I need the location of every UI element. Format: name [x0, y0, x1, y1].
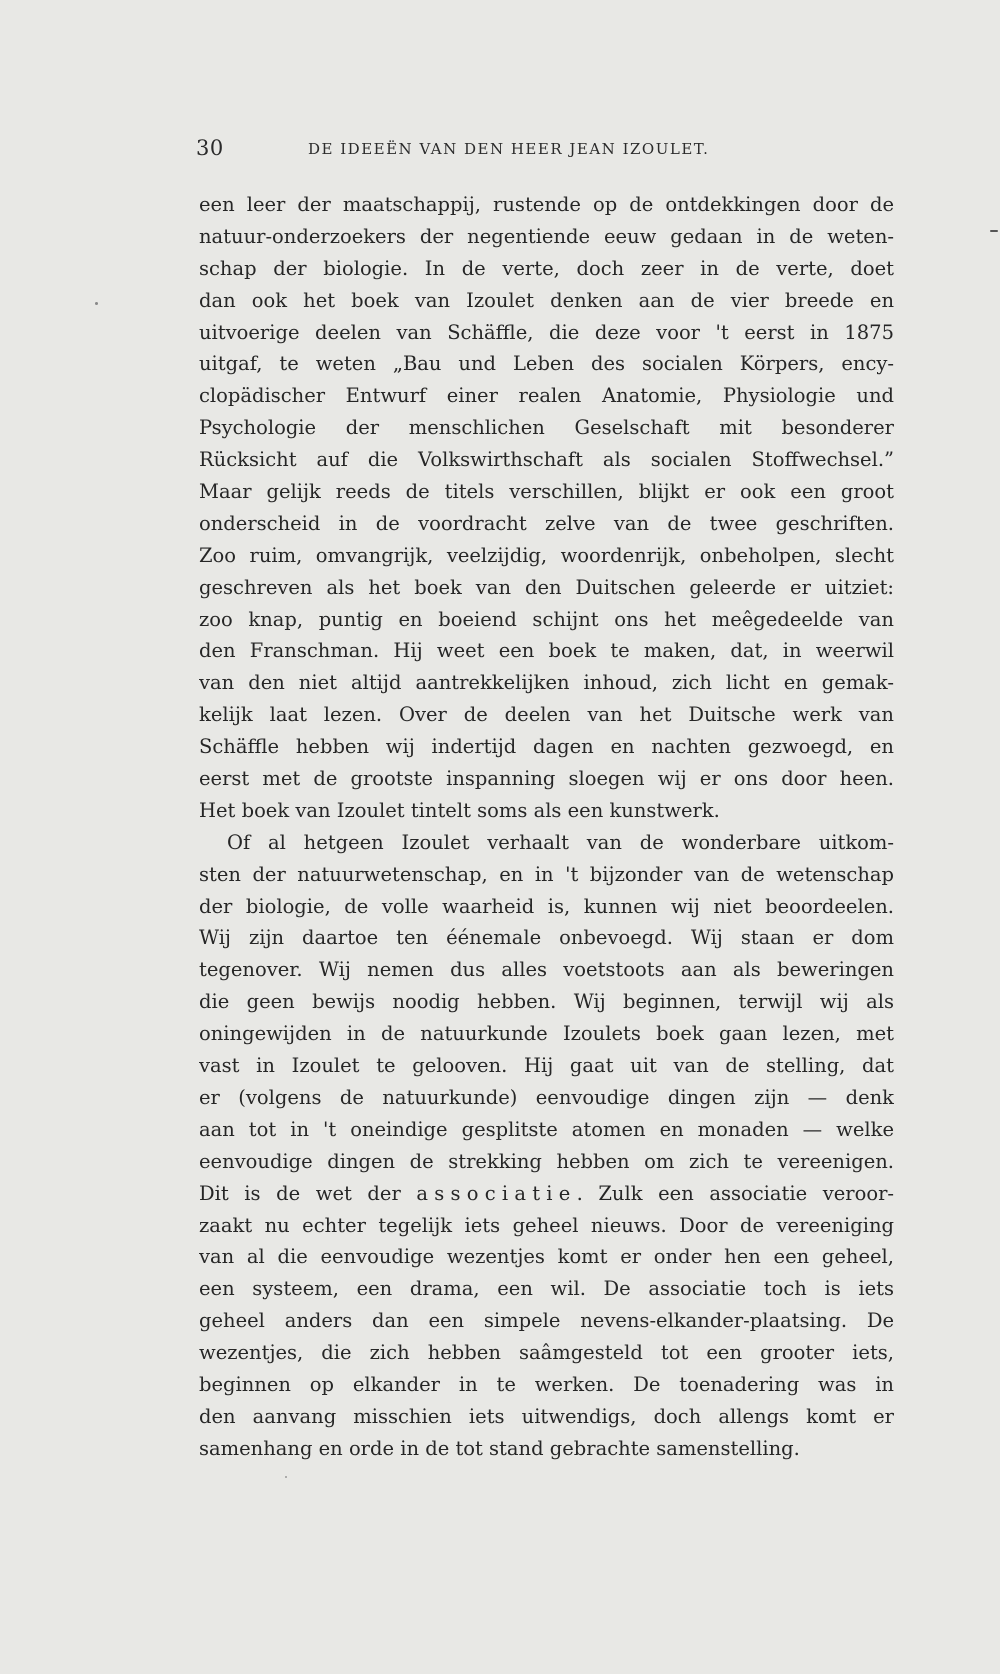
text-line: onderscheid in de voordracht zelve van de twee geschriften.: [199, 511, 894, 535]
text-line: natuur-onderzoekers der negentiende eeuw gedaan in de weten-: [199, 224, 894, 248]
text-line: Schäffle hebben wij indertijd dagen en nachten gezwoegd, en: [199, 735, 894, 759]
text-line: wezentjes, die zich hebben saâmgesteld tot een grooter iets,: [199, 1341, 894, 1365]
text-line: Maar gelijk reeds de titels verschillen, blijkt er ook een groot: [199, 480, 894, 504]
text-line: van den niet altijd aantrekkelijken inhoud, zich licht en gemak-: [199, 671, 894, 695]
text-line: den aanvang misschien iets uitwendigs, doch allengs komt er: [199, 1404, 894, 1428]
speck-mark: [95, 302, 98, 305]
text-segment: Dit is de wet der: [199, 1181, 401, 1205]
body-text: [199, 189, 894, 1465]
text-line: een leer der maatschappij, rustende op de ontdekkingen door de: [199, 193, 894, 216]
paragraph-end-line: Het boek van Izoulet tintelt soms als een kunstwerk.: [199, 798, 720, 822]
text-line: den Franschman. Hij weet een boek te maken, dat, in weerwil: [199, 639, 894, 663]
text-line: clopädischer Entwurf einer realen Anatomie, Physiologie und: [199, 384, 894, 408]
text-line: Psychologie der menschlichen Geselschaft mit besonderer: [199, 416, 894, 440]
text-segment: . Zulk een associatie veroor-: [576, 1181, 894, 1205]
text-line: eerst met de grootste inspanning sloegen wij er ons door heen.: [199, 767, 894, 791]
text-line: zoo knap, puntig en boeiend schijnt ons het meêgedeelde van: [199, 607, 894, 631]
text-line: er (volgens de natuurkunde) eenvoudige dingen zijn — denk: [199, 1085, 894, 1109]
text-line: Rücksicht auf die Volkswirthschaft als socialen Stoffwechsel.”: [199, 448, 894, 472]
text-line: van al die eenvoudige wezentjes komt er onder hen een geheel,: [199, 1245, 894, 1269]
text-line: eenvoudige dingen de strekking hebben om zich te vereenigen.: [199, 1149, 894, 1173]
paragraph-start-line: Of al hetgeen Izoulet verhaalt van de wonderbare uitkom-: [227, 830, 894, 854]
text-line: sten der natuurwetenschap, en in 't bijzonder van de wetenschap: [199, 862, 894, 886]
text-line: [199, 1178, 894, 1210]
margin-mark: [990, 230, 998, 232]
running-head: [196, 136, 894, 168]
paragraph-end-line: samenhang en orde in de tot stand gebrachte samenstelling.: [199, 1436, 800, 1460]
text-line: Zoo ruim, omvangrijk, veelzijdig, woordenrijk, onbeholpen, slecht: [199, 543, 894, 567]
running-title: DE IDEEËN VAN DEN HEER JEAN IZOULET.: [308, 140, 710, 158]
text-line: Wij zijn daartoe ten éénemale onbevoegd. Wij staan er dom: [199, 926, 894, 950]
text-line: beginnen op elkander in te werken. De toenadering was in: [199, 1372, 894, 1396]
text-line: een systeem, een drama, een wil. De associatie toch is iets: [199, 1277, 894, 1301]
emphasized-word: associatie: [416, 1181, 577, 1205]
text-line: oningewijden in de natuurkunde Izoulets boek gaan lezen, met: [199, 1022, 894, 1046]
text-line: schap der biologie. In de verte, doch zeer in de verte, doet: [199, 256, 894, 280]
text-line: die geen bewijs noodig hebben. Wij beginnen, terwijl wij als: [199, 990, 894, 1014]
text-line: uitgaf, te weten „Bau und Leben des socialen Körpers, ency-: [199, 352, 894, 376]
text-line: uitvoerige deelen van Schäffle, die deze voor 't eerst in 1875: [199, 320, 894, 344]
text-line: aan tot in 't oneindige gesplitste atomen en monaden — welke: [199, 1117, 894, 1141]
speck-mark: [285, 1476, 287, 1478]
page-number: 30: [196, 136, 224, 160]
text-line: geschreven als het boek van den Duitschen geleerde er uitziet:: [199, 575, 894, 599]
text-line: vast in Izoulet te gelooven. Hij gaat uit van de stelling, dat: [199, 1054, 894, 1078]
text-line: dan ook het boek van Izoulet denken aan de vier breede en: [199, 288, 894, 312]
text-line: tegenover. Wij nemen dus alles voetstoots aan als beweringen: [199, 958, 894, 982]
text-line: geheel anders dan een simpele nevens-elkander-plaatsing. De: [199, 1309, 894, 1333]
text-line: zaakt nu echter tegelijk iets geheel nieuws. Door de vereeniging: [199, 1213, 894, 1237]
text-line: kelijk laat lezen. Over de deelen van het Duitsche werk van: [199, 703, 894, 727]
text-line: der biologie, de volle waarheid is, kunnen wij niet beoordeelen.: [199, 894, 894, 918]
